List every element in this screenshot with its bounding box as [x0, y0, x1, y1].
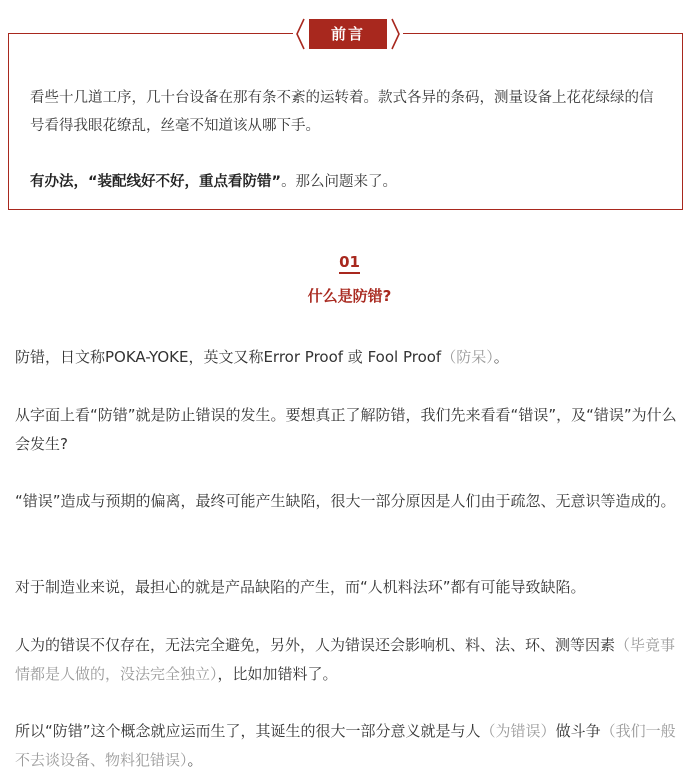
paragraph-6-aside-2: （我们一般不去谈设备、物料犯错误） — [15, 722, 676, 769]
paragraph-6-text: 所以“防错”这个概念就应运而生了，其诞生的很大一部分意义就是与人 — [15, 722, 481, 740]
left-bracket-icon — [295, 18, 305, 48]
paragraph-1 — [15, 343, 687, 372]
intro-paragraph-1: 看些十几道工序，几十台设备在那有条不紊的运转着。款式各异的条码，测量设备上花花绿绿的信号看得我眼花缭乱，丝毫不知道该从哪下手。 — [30, 90, 654, 134]
paragraph-6-aside: （为错误） — [480, 722, 556, 740]
intro-badge-label: 前言 — [309, 19, 387, 49]
paragraph-6 — [15, 717, 687, 775]
paragraph-6-end: 。 — [187, 751, 203, 769]
section-number-text: 01 — [339, 253, 360, 274]
intro-badge — [293, 18, 403, 50]
paragraph-1-end: 。 — [493, 348, 509, 366]
intro-paragraph-2-rest: 。那么问题来了。 — [281, 174, 398, 190]
section-title: 什么是防错? — [307, 287, 392, 305]
paragraph-3: “错误”造成与预期的偏离，最终可能产生缺陷，很大一部分原因是人们由于疏忽、无意识等造成的。 — [15, 492, 676, 510]
paragraph-5-end: ，比如加错料了。 — [217, 665, 338, 683]
paragraph-4: 对于制造业来说，最担心的就是产品缺陷的产生，而“人机料法环”都有可能导致缺陷。 — [15, 578, 586, 596]
paragraph-1-text: 防错，日文称POKA-YOKE，英文又称Error Proof 或 Fool Proof — [15, 348, 442, 366]
paragraph-6-mid: 做斗争 — [555, 722, 601, 740]
paragraph-5 — [15, 631, 687, 689]
intro-highlight: 有办法，“装配线好不好，重点看防错” — [30, 174, 282, 190]
section-number — [0, 253, 699, 271]
intro-paragraph-2 — [30, 168, 660, 196]
paragraph-5-aside: （毕竟事情都是人做的，没法完全独立） — [15, 636, 676, 683]
paragraph-5-text: 人为的错误不仅存在，无法完全避免，另外，人为错误还会影响机、料、法、环、测等因素 — [15, 636, 616, 654]
paragraph-2: 从字面上看“防错”就是防止错误的发生。要想真正了解防错，我们先来看看“错误”，及“错误”为什么会发生? — [15, 406, 677, 453]
right-bracket-icon — [391, 18, 401, 48]
paragraph-1-aside: （防呆） — [441, 348, 494, 366]
